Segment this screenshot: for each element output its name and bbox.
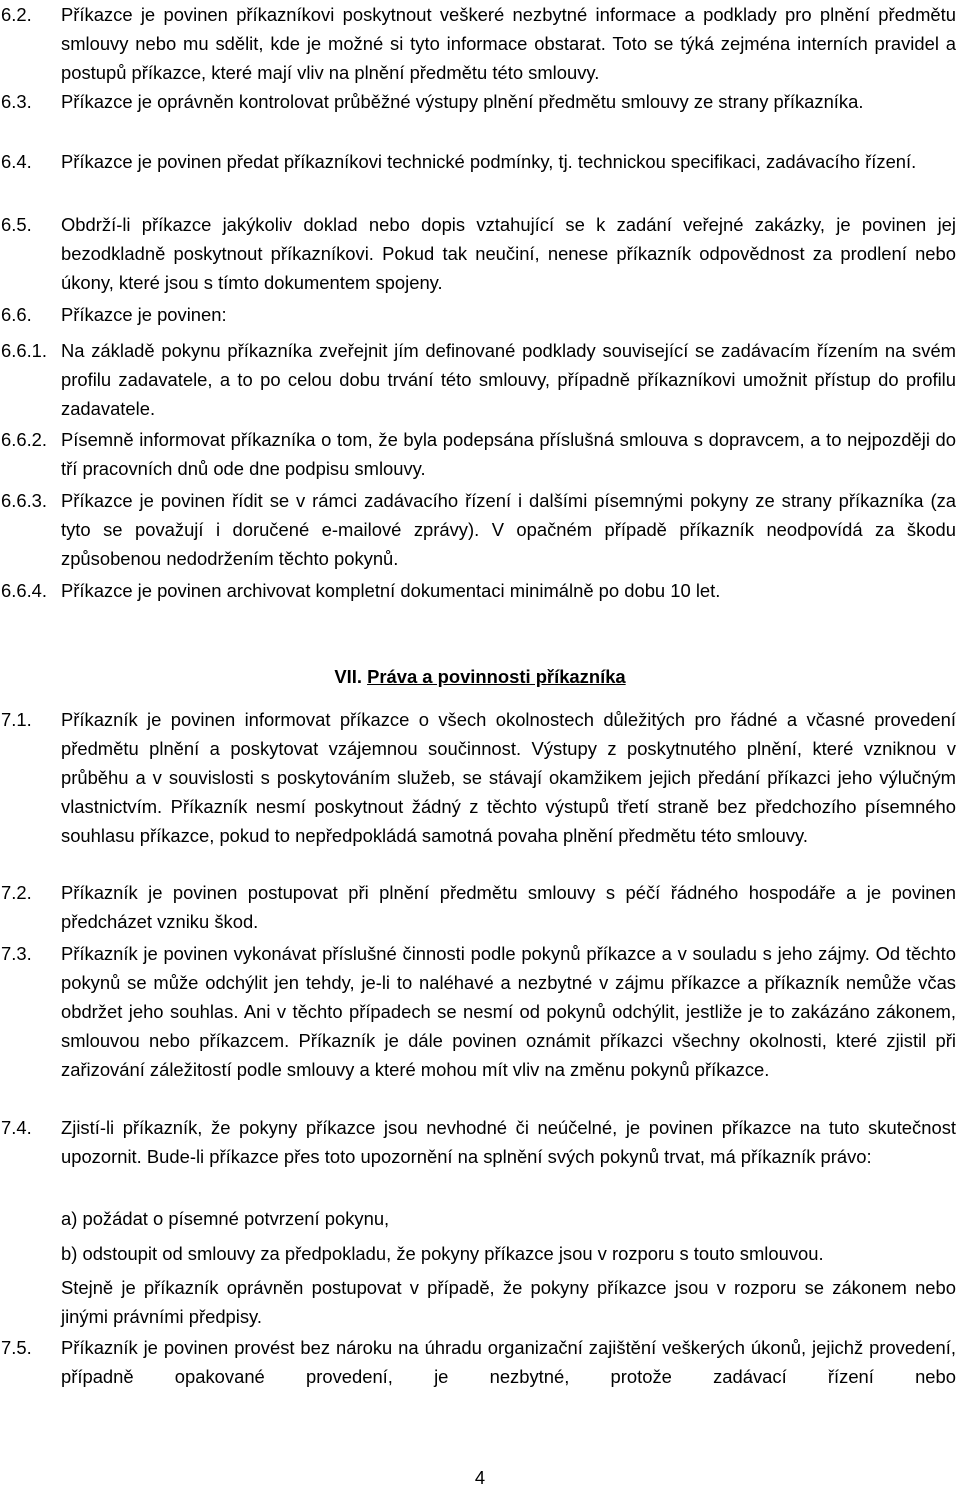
clause-7-5 (0, 1333, 960, 1391)
clause-text: Stejně je příkazník oprávněn postupovat v případě, že pokyny příkazce jsou v rozporu se zákonem nebo jinými právními předpisy. (61, 1277, 956, 1327)
clause-6-5 (0, 210, 960, 297)
section-heading-prefix: VII. (334, 666, 362, 687)
clause-6-6-1 (0, 336, 960, 423)
clause-6-4 (0, 147, 960, 176)
clause-number: 6.6. (1, 304, 32, 325)
clause-text: Obdrží-li příkazce jakýkoliv doklad nebo dopis vztahující se k zadání veřejné zakázky, je povinen jej bezodkladně poskytnout příkazníkovi. Pokud tak neučiní, nenese příkazník odpovědnost za prodlení nebo úkony, které jsou s tímto dokumentem spojeny. (61, 214, 956, 293)
clause-text: Příkazce je povinen předat příkazníkovi technické podmínky, tj. technickou specifikaci, zadávacího řízení. (61, 151, 917, 172)
list-item-b: b) odstoupit od smlouvy za předpokladu, že pokyny příkazce jsou v rozporu s touto smlouvou. (61, 1243, 824, 1264)
clause-number: 7.5. (1, 1337, 32, 1358)
clause-7-3 (0, 939, 960, 1084)
clause-6-6-3 (0, 486, 960, 573)
clause-number: 6.3. (1, 91, 32, 112)
clause-number: 6.6.2. (1, 429, 48, 450)
clause-text: Příkazník je povinen vykonávat příslušné činnosti podle pokynů příkazce a v souladu s jeho zájmy. Od těchto pokynů se může odchýlit jen tehdy, je-li to naléhavé a nezbytné v zájmu příkazce a příkazník nemůže včas obdržet jeho souhlas. Ani v těchto případech se nesmí od pokynů odchýlit, jestliže je to zakázáno zákonem, smlouvou nebo příkazcem. Příkazník je dále povinen oznámit příkazci všechny okolnosti, které zjistil při zařizování záležitostí podle smlouvy a které mohou mít vliv na změnu pokynů příkazce. (61, 943, 956, 1080)
clause-text: Příkazce je povinen archivovat kompletní dokumentaci minimálně po dobu 10 let. (61, 580, 721, 601)
page-number: 4 (474, 1467, 486, 1488)
clause-number: 6.6.3. (1, 490, 48, 511)
clause-text: Na základě pokynu příkazníka zveřejnit jím definované podklady související se zadávacím řízením na svém profilu zadavatele, a to po celou dobu trvání této smlouvy, případně příkazníkovi umožnit přístup do profilu zadavatele. (61, 340, 956, 419)
clause-text: Příkazník je povinen provést bez nároku na úhradu organizační zajištění veškerých úkonů, jejichž provedení, případně opakované provedení, je nezbytné, protože zadávací řízení nebo (61, 1337, 956, 1387)
clause-text: Příkazník je povinen informovat příkazce o všech okolnostech důležitých pro řádné a včasné provedení předmětu plnění a poskytovat vzájemnou součinnost. Výstupy z poskytnutého plnění, které vzniknou v průběhu a v souvislosti s poskytováním služeb, se stávají okamžikem jejich předání příkazci jeho výlučným vlastnictvím. Příkazník nesmí poskytnout žádný z těchto výstupů třetí straně bez předchozího písemného souhlasu příkazce, pokud to nepředpokládá samotná povaha plnění předmětu této smlouvy. (61, 709, 956, 846)
clause-text: Příkazce je povinen příkazníkovi poskytnout veškeré nezbytné informace a podklady pro plnění předmětu smlouvy nebo mu sdělit, kde je možné si tyto informace obstarat. Toto se týká zejména interních pravidel a postupů příkazce, které mají vliv na plnění předmětu této smlouvy. (61, 4, 956, 83)
clause-number: 7.1. (1, 709, 32, 730)
clause-number: 7.3. (1, 943, 32, 964)
clause-number: 6.2. (1, 4, 32, 25)
clause-6-6 (0, 300, 960, 329)
clause-text: Příkazce je oprávněn kontrolovat průběžné výstupy plnění předmětu smlouvy ze strany příkazníka. (61, 91, 864, 112)
list-item-a: a) požádat o písemné potvrzení pokynu, (61, 1208, 390, 1229)
clause-number: 6.6.4. (1, 580, 48, 601)
clause-number: 6.6.1. (1, 340, 48, 361)
clause-text: Příkazce je povinen řídit se v rámci zadávacího řízení i dalšími písemnými pokyny ze strany příkazníka (za tyto se považují i doručené e-mailové zprávy). V opačném případě příkazník neodpovídá za škodu způsobenou nedodržením těchto pokynů. (61, 490, 956, 569)
clause-text: Příkazník je povinen postupovat při plnění předmětu smlouvy s péčí řádného hospodáře a je povinen předcházet vzniku škod. (61, 882, 956, 932)
clause-text: Písemně informovat příkazníka o tom, že byla podepsána příslušná smlouva s dopravcem, a to nejpozději do tří pracovních dnů ode dne podpisu smlouvy. (61, 429, 956, 479)
clause-number: 7.4. (1, 1117, 32, 1138)
clause-number: 7.2. (1, 882, 32, 903)
clause-7-4 (0, 1113, 960, 1171)
clause-number: 6.5. (1, 214, 32, 235)
clause-number: 6.4. (1, 151, 32, 172)
clause-7-4-continuation (0, 1273, 960, 1331)
clause-6-3 (0, 87, 960, 116)
clause-7-2 (0, 878, 960, 936)
clause-6-6-2 (0, 425, 960, 483)
section-heading (0, 662, 960, 691)
clause-6-6-4 (0, 576, 960, 605)
section-heading-title: Práva a povinnosti příkazníka (367, 666, 626, 687)
clause-6-2 (0, 0, 960, 87)
clause-text: Příkazce je povinen: (61, 304, 227, 325)
clause-7-1 (0, 705, 960, 850)
clause-text: Zjistí-li příkazník, že pokyny příkazce jsou nevhodné či neúčelné, je povinen příkazce na tuto skutečnost upozornit. Bude-li příkazce přes toto upozornění na splnění svých pokynů trvat, má příkazník právo: (61, 1117, 956, 1167)
